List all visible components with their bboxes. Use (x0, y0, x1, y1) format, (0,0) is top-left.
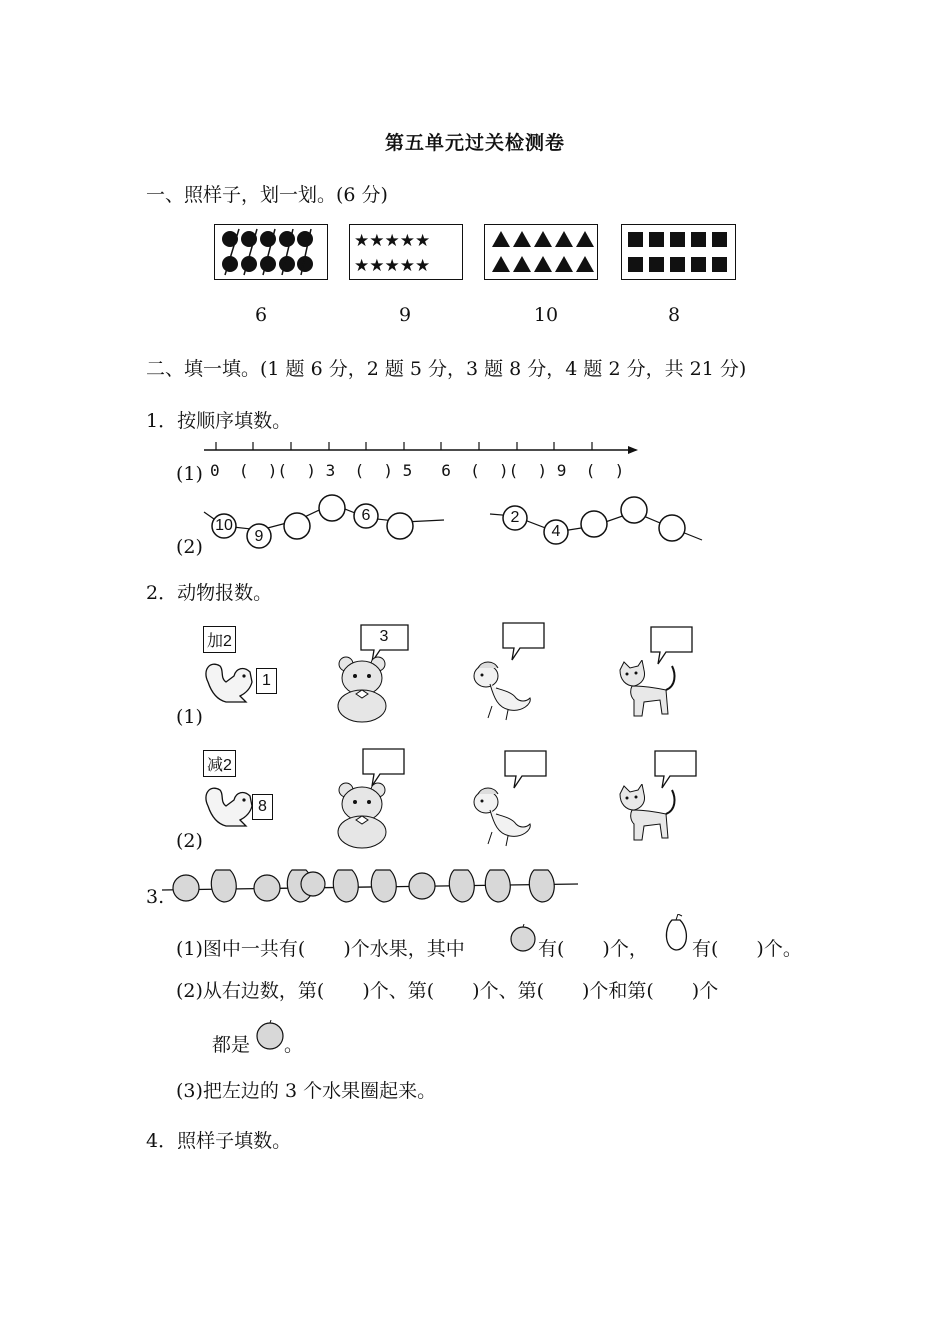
apple-icon (301, 872, 325, 896)
pear-icon (449, 870, 474, 902)
dog-icon-2 (470, 784, 536, 852)
row2-start-box: 8 (252, 794, 273, 820)
shape-box-stars (349, 224, 463, 280)
row1-bubble-1: 3 (379, 628, 389, 645)
pear-icon (211, 870, 236, 902)
row2-rule-box: 减2 (203, 750, 236, 777)
shape-count-2: 9 (398, 304, 412, 326)
number-line (200, 438, 640, 462)
section1-heading: 一、照样子，划一划。(6 分) (146, 184, 388, 206)
circle-icon (215, 225, 327, 279)
shape-count-1: 6 (254, 304, 268, 326)
shape-box-squares (621, 224, 736, 280)
number-line-values: 0 ( )( ) 3 ( ) 5 6 ( )( ) 9 ( ) (210, 461, 625, 480)
bead-right-2: 4 (551, 523, 561, 540)
pear-icon (485, 870, 510, 902)
bear-icon-2 (330, 780, 396, 854)
q2-label: 2．动物报数。 (146, 582, 273, 604)
apple-icon-inline-2 (254, 1020, 286, 1056)
cat-icon-2 (614, 784, 684, 852)
q3-line1-a: (1)图中一共有( )个水果，其中 (176, 938, 465, 960)
shape-count-3: 10 (533, 304, 559, 326)
triangle-icon (485, 225, 597, 279)
row1-label: (1) (176, 706, 203, 728)
q4-label: 4．照样子填数。 (146, 1130, 292, 1152)
apple-icon (254, 875, 280, 901)
pear-icon (333, 870, 358, 902)
cat-icon (614, 660, 684, 728)
svg-text:★★★★★: ★★★★★ (354, 256, 431, 275)
bear-icon (330, 654, 396, 728)
q3-line1-c: 有( )个。 (692, 938, 802, 960)
q1-sub1-label: (1) (176, 463, 203, 485)
q1-label: 1．按顺序填数。 (146, 410, 292, 432)
shape-box-circles (214, 224, 328, 280)
q3-line1-b: 有( )个， (538, 938, 648, 960)
q3-line4: (3)把左边的 3 个水果圈起来。 (176, 1080, 437, 1102)
number-line-axis (200, 438, 640, 458)
apple-icon-inline (508, 924, 538, 958)
shape-box-triangles (484, 224, 598, 280)
q3-line2: (2)从右边数，第( )个、第( )个、第( )个和第( )个 (176, 980, 719, 1002)
bead-left-2: 9 (254, 528, 264, 545)
star-icon (350, 225, 462, 279)
section2-heading: 二、填一填。(1 题 6 分，2 题 5 分，3 题 8 分，4 题 2 分，共 21 分) (146, 358, 747, 380)
squirrel-icon (200, 652, 260, 712)
pear-icon (529, 870, 554, 902)
row1-rule-box: 加2 (203, 626, 236, 653)
pear-icon (371, 870, 396, 902)
q1-sub2-label: (2) (176, 536, 203, 558)
dog-icon (470, 658, 536, 726)
pear-icon-inline (660, 914, 692, 958)
bead-chain-left (200, 490, 450, 559)
apple-icon (173, 875, 199, 901)
svg-text:★★★★★: ★★★★★ (354, 231, 431, 250)
fruit-string (160, 860, 580, 914)
page-title: 第五单元过关检测卷 (384, 132, 565, 154)
row1-start-box: 1 (256, 668, 277, 694)
q3-line3-b: 。 (284, 1034, 304, 1056)
row2-label: (2) (176, 830, 203, 852)
bead-left-5: 6 (361, 507, 371, 524)
apple-icon (409, 873, 435, 899)
squirrel-icon-2 (200, 776, 260, 836)
square-icon (622, 225, 735, 279)
shape-count-4: 8 (667, 304, 681, 326)
q3-line3-a: 都是 (212, 1034, 251, 1056)
q3-label: 3. (146, 886, 165, 908)
bead-right-1: 2 (510, 509, 520, 526)
bead-left-1: 10 (215, 517, 233, 534)
